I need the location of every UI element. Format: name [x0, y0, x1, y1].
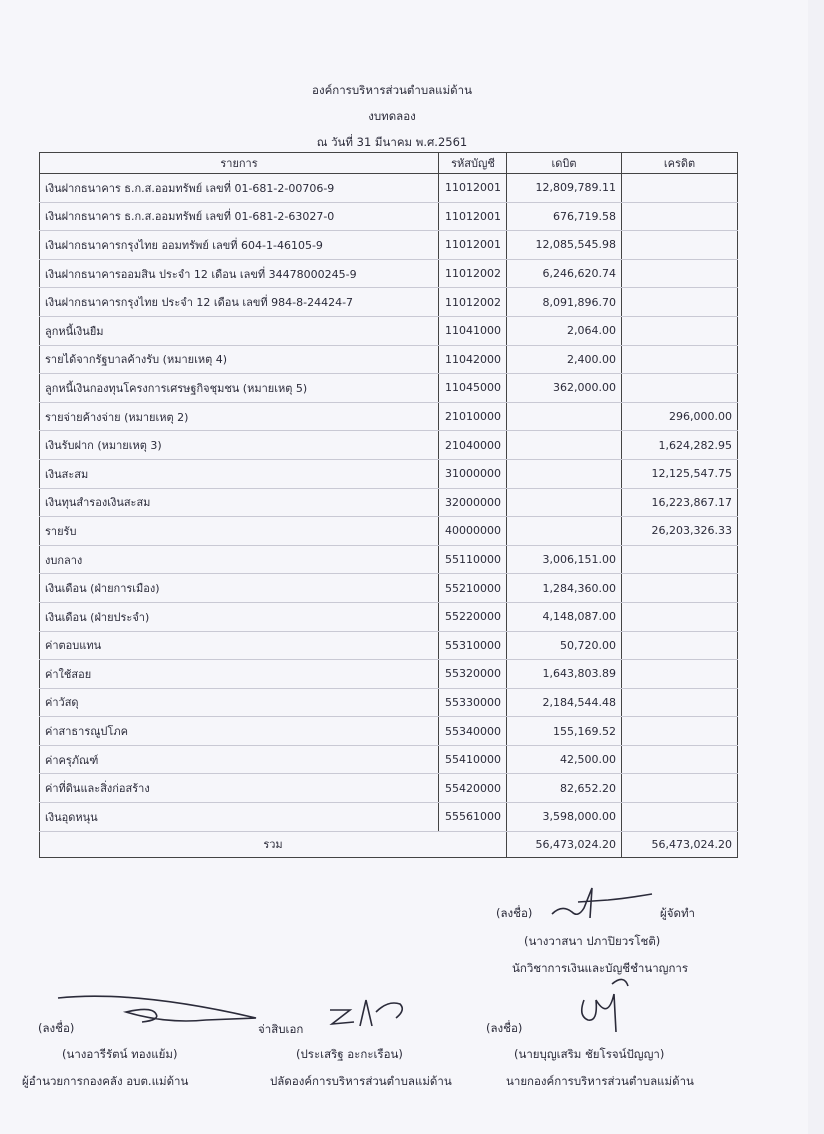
row-code: 11012001 — [439, 231, 507, 260]
row-item: ค่าครุภัณฑ์ — [40, 745, 439, 774]
row-item: เงินฝากธนาคาร ธ.ก.ส.ออมทรัพย์ เลขที่ 01-681-2-63027-0 — [40, 202, 439, 231]
row-item: รายรับ — [40, 517, 439, 546]
table-row — [40, 574, 738, 603]
row-debit — [507, 488, 622, 517]
row-code: 55220000 — [439, 602, 507, 631]
row-credit — [622, 631, 738, 660]
row-code: 55310000 — [439, 631, 507, 660]
row-debit — [507, 402, 622, 431]
row-item: ค่าที่ดินและสิ่งก่อสร้าง — [40, 774, 439, 803]
row-credit — [622, 602, 738, 631]
row-item: ค่าใช้สอย — [40, 660, 439, 689]
row-code: 31000000 — [439, 459, 507, 488]
row-debit: 4,148,087.00 — [507, 602, 622, 631]
row-debit: 6,246,620.74 — [507, 259, 622, 288]
chief-sign-label: (ลงชื่อ) — [486, 1021, 523, 1035]
table-header-row — [40, 153, 738, 174]
row-credit — [622, 774, 738, 803]
table-row — [40, 259, 738, 288]
row-debit: 2,400.00 — [507, 345, 622, 374]
row-credit — [622, 231, 738, 260]
preparer-name: (นางวาสนา ปภาปิยวรโชติ) — [524, 934, 661, 948]
row-credit — [622, 288, 738, 317]
row-credit — [622, 259, 738, 288]
row-item: เงินฝากธนาคารกรุงไทย ประจำ 12 เดือน เลขที่ 984-8-24424-7 — [40, 288, 439, 317]
chief-position: นายกองค์การบริหารส่วนตำบลแม่ด้าน — [506, 1074, 694, 1088]
row-item: เงินเดือน (ฝ่ายการเมือง) — [40, 574, 439, 603]
finance-sign-label: (ลงชื่อ) — [38, 1021, 75, 1035]
clerk-rank: จ่าสิบเอก — [258, 1022, 304, 1036]
row-debit: 50,720.00 — [507, 631, 622, 660]
row-credit: 12,125,547.75 — [622, 459, 738, 488]
row-item: เงินฝากธนาคารออมสิน ประจำ 12 เดือน เลขที่ 34478000245-9 — [40, 259, 439, 288]
row-code: 32000000 — [439, 488, 507, 517]
table-row — [40, 602, 738, 631]
row-code: 11012002 — [439, 288, 507, 317]
date-line: ณ วันที่ 31 มีนาคม พ.ศ.2561 — [316, 135, 468, 149]
finance-name: (นางอารีรัตน์ ทองแย้ม) — [62, 1047, 178, 1061]
row-code: 55110000 — [439, 545, 507, 574]
row-debit: 2,184,544.48 — [507, 688, 622, 717]
table-row — [40, 459, 738, 488]
row-item: เงินเดือน (ฝ่ายประจำ) — [40, 602, 439, 631]
row-item: เงินทุนสำรองเงินสะสม — [40, 488, 439, 517]
row-item: เงินฝากธนาคาร ธ.ก.ส.ออมทรัพย์ เลขที่ 01-681-2-00706-9 — [40, 174, 439, 203]
row-debit: 362,000.00 — [507, 374, 622, 403]
row-item: รายจ่ายค้างจ่าย (หมายเหตุ 2) — [40, 402, 439, 431]
row-debit: 1,284,360.00 — [507, 574, 622, 603]
col-header-debit: เดบิต — [507, 153, 622, 174]
row-credit: 26,203,326.33 — [622, 517, 738, 546]
row-item: ค่าตอบแทน — [40, 631, 439, 660]
row-code: 11012001 — [439, 202, 507, 231]
preparer-signature — [548, 884, 658, 924]
row-credit — [622, 345, 738, 374]
row-item: ลูกหนี้เงินกองทุนโครงการเศรษฐกิจชุมชน (หมายเหตุ 5) — [40, 374, 439, 403]
row-item: ค่าสาธารณูปโภค — [40, 717, 439, 746]
row-item: เงินรับฝาก (หมายเหตุ 3) — [40, 431, 439, 460]
preparer-role: ผู้จัดทำ — [660, 906, 695, 920]
row-debit: 2,064.00 — [507, 316, 622, 345]
row-credit: 1,624,282.95 — [622, 431, 738, 460]
table-row — [40, 431, 738, 460]
row-item: เงินฝากธนาคารกรุงไทย ออมทรัพย์ เลขที่ 604-1-46105-9 — [40, 231, 439, 260]
row-debit: 676,719.58 — [507, 202, 622, 231]
row-debit: 8,091,896.70 — [507, 288, 622, 317]
row-code: 55330000 — [439, 688, 507, 717]
table-row — [40, 745, 738, 774]
table-row — [40, 402, 738, 431]
row-debit: 12,085,545.98 — [507, 231, 622, 260]
row-code: 21010000 — [439, 402, 507, 431]
row-credit: 296,000.00 — [622, 402, 738, 431]
chief-signature — [574, 970, 634, 1040]
finance-signature — [56, 990, 266, 1030]
row-code: 55420000 — [439, 774, 507, 803]
row-credit: 16,223,867.17 — [622, 488, 738, 517]
table-row — [40, 202, 738, 231]
row-code: 11045000 — [439, 374, 507, 403]
row-credit — [622, 803, 738, 832]
total-debit: 56,473,024.20 — [507, 831, 622, 857]
row-credit — [622, 745, 738, 774]
row-credit — [622, 717, 738, 746]
row-credit — [622, 688, 738, 717]
finance-position: ผู้อำนวยการกองคลัง อบต.แม่ด้าน — [22, 1074, 189, 1088]
col-header-credit: เครดิต — [622, 153, 738, 174]
row-credit — [622, 174, 738, 203]
row-credit — [622, 202, 738, 231]
row-code: 55210000 — [439, 574, 507, 603]
table-row — [40, 688, 738, 717]
total-label: รวม — [40, 831, 507, 857]
total-row — [40, 831, 738, 857]
row-code: 55410000 — [439, 745, 507, 774]
row-debit — [507, 459, 622, 488]
preparer-position: นักวิชาการเงินและบัญชีชำนาญการ — [512, 961, 689, 975]
row-code: 11042000 — [439, 345, 507, 374]
col-header-code: รหัสบัญชี — [439, 153, 507, 174]
row-credit — [622, 316, 738, 345]
row-item: เงินอุดหนุน — [40, 803, 439, 832]
row-code: 11012001 — [439, 174, 507, 203]
row-item: งบกลาง — [40, 545, 439, 574]
table-row — [40, 231, 738, 260]
row-debit — [507, 517, 622, 546]
row-credit — [622, 574, 738, 603]
table-row — [40, 174, 738, 203]
row-code: 55340000 — [439, 717, 507, 746]
chief-name: (นายบุญเสริม ชัยโรจน์ปัญญา) — [514, 1047, 665, 1061]
row-item: รายได้จากรัฐบาลค้างรับ (หมายเหตุ 4) — [40, 345, 439, 374]
row-item: เงินสะสม — [40, 459, 439, 488]
row-debit: 42,500.00 — [507, 745, 622, 774]
preparer-sign-label: (ลงชื่อ) — [496, 906, 533, 920]
org-name: องค์การบริหารส่วนตำบลแม่ด้าน — [312, 83, 472, 97]
row-credit — [622, 660, 738, 689]
table-row — [40, 631, 738, 660]
row-item: ค่าวัสดุ — [40, 688, 439, 717]
row-code: 21040000 — [439, 431, 507, 460]
clerk-name: (ประเสริฐ อะกะเรือน) — [296, 1047, 403, 1061]
row-debit: 155,169.52 — [507, 717, 622, 746]
table-row — [40, 774, 738, 803]
row-debit: 12,809,789.11 — [507, 174, 622, 203]
row-debit: 3,598,000.00 — [507, 803, 622, 832]
row-code: 11012002 — [439, 259, 507, 288]
table-row — [40, 803, 738, 832]
col-header-item: รายการ — [40, 153, 439, 174]
table-row — [40, 374, 738, 403]
table-row — [40, 288, 738, 317]
table-row — [40, 517, 738, 546]
clerk-signature — [326, 996, 426, 1034]
row-item: ลูกหนี้เงินยืม — [40, 316, 439, 345]
row-credit — [622, 374, 738, 403]
table-row — [40, 316, 738, 345]
row-debit — [507, 431, 622, 460]
row-code: 40000000 — [439, 517, 507, 546]
table-row — [40, 488, 738, 517]
row-debit: 3,006,151.00 — [507, 545, 622, 574]
clerk-position: ปลัดองค์การบริหารส่วนตำบลแม่ด้าน — [270, 1074, 452, 1088]
row-code: 11041000 — [439, 316, 507, 345]
table-row — [40, 660, 738, 689]
trial-balance-table — [39, 152, 738, 858]
total-credit: 56,473,024.20 — [622, 831, 738, 857]
row-debit: 82,652.20 — [507, 774, 622, 803]
table-row — [40, 545, 738, 574]
table-row — [40, 345, 738, 374]
row-code: 55561000 — [439, 803, 507, 832]
table-row — [40, 717, 738, 746]
document-title: งบทดลอง — [368, 109, 416, 123]
row-debit: 1,643,803.89 — [507, 660, 622, 689]
row-credit — [622, 545, 738, 574]
row-code: 55320000 — [439, 660, 507, 689]
